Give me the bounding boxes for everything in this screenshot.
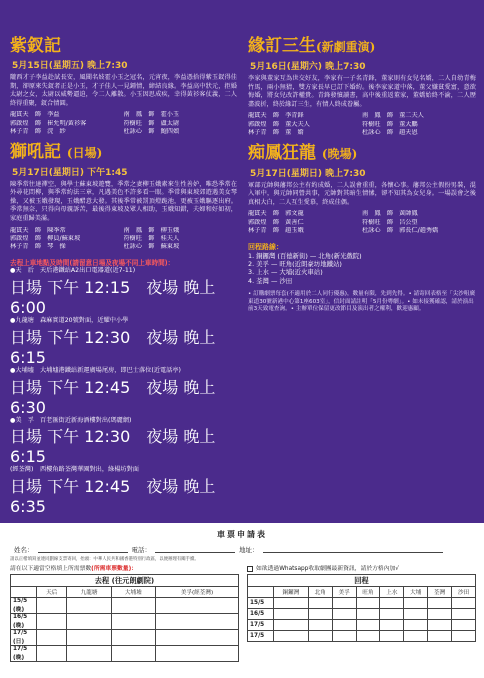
column-header: 北角	[308, 587, 332, 598]
cast-entry: 南 鳳 飾 黃帥鳳	[362, 210, 418, 218]
cast-entry: 龍貫天 飾 李益	[10, 111, 60, 119]
address-label: 地址：	[239, 546, 259, 554]
show-title: 痴鳳狂龍 (晚場)	[248, 142, 358, 163]
cast-entry: 杜詠心 飾 趙天恩	[362, 129, 418, 137]
ticket-cell[interactable]	[404, 598, 428, 609]
pickup-time: 日場 下午 12:15 夜場 晚上6:00	[10, 277, 216, 317]
return-route-heading: 回程路線：	[248, 242, 283, 251]
pickup-time: 日場 下午 12:45 夜場 晚上6:35	[10, 477, 216, 517]
route-item: 4. 荃灣 — 沙田	[248, 276, 293, 285]
pickup-address: 大埔墟港鐵站新運廣場尾房，即巴士落位(近電話亭)	[40, 366, 181, 374]
pickup-address: 森麻實道20號對面，近耀中小學	[40, 316, 129, 324]
pickup-time: 日場 下午 12:30 夜場 晚上6:15	[10, 427, 216, 467]
ticket-cell[interactable]	[308, 609, 332, 620]
ticket-cell[interactable]	[308, 620, 332, 631]
name-label: 姓名：	[14, 546, 34, 554]
column-header: 美孚	[332, 587, 356, 598]
column-header: 上水	[380, 587, 404, 598]
show-title: 緣訂三生(新劇重演)	[248, 36, 376, 56]
ticket-cell[interactable]	[452, 598, 476, 609]
blank-corner	[11, 587, 37, 598]
ticket-cell[interactable]	[155, 630, 238, 646]
show-date: 5月17日(星期日) 晚上7:30	[250, 168, 366, 179]
contact-fields	[14, 545, 484, 554]
show-date: 5月17日(星期日) 下午1:45	[12, 167, 128, 178]
ticket-cell[interactable]	[428, 609, 452, 620]
show-title: 獅吼記 (日場)	[10, 141, 103, 162]
cast-entry: 龍貫天 飾 陳季常	[10, 226, 66, 234]
ticket-cell[interactable]	[67, 614, 111, 630]
cast-entry: 符樹旺 飾 董大鵬	[362, 120, 418, 128]
ticket-cell[interactable]	[404, 609, 428, 620]
table-row	[11, 630, 239, 646]
outbound-table	[10, 574, 239, 662]
ticket-cell[interactable]	[380, 598, 404, 609]
show-block-3	[248, 36, 476, 138]
pickup-time: 日場 下午 12:45 夜場 晚上6:30	[10, 377, 216, 417]
pickup-name: ●天 后	[10, 266, 34, 274]
return-table	[247, 574, 476, 642]
cast-entry: 符樹旺 飾 盧太尉	[123, 119, 180, 127]
name-field[interactable]	[38, 545, 128, 553]
pickup-name: ●大埔墟	[10, 366, 34, 374]
ticket-cell[interactable]	[332, 631, 356, 642]
ticket-cell[interactable]	[380, 631, 404, 642]
column-header: 銅鑼灣	[274, 587, 309, 598]
ticket-cell[interactable]	[380, 620, 404, 631]
pickup-address: 百老匯街近新海酒樓對出(瑪麗網)	[40, 416, 132, 424]
cast-entry: 林子青 飾 趙玉娥	[248, 227, 304, 235]
cast-entry: 杜詠心 飾 蘇東坡	[123, 243, 180, 251]
phone-field[interactable]	[155, 545, 235, 553]
cast-entry: 南 鳳 飾 柳玉娥	[123, 226, 180, 234]
route-item: 2. 美孚 — 旺角(近朗豪坊地鐵站)	[248, 260, 342, 268]
row-date: 15/5 (晚)	[11, 598, 37, 614]
ticket-cell[interactable]	[428, 598, 452, 609]
route-item: 3. 上水 — 大埔(近火車站)	[248, 268, 323, 277]
ticket-cell[interactable]	[356, 598, 380, 609]
ticket-cell[interactable]	[155, 614, 238, 630]
phone-label: 電話：	[131, 546, 151, 554]
whatsapp-checkbox[interactable]	[247, 566, 253, 572]
row-date: 15/5	[248, 598, 274, 609]
ticket-cell[interactable]	[111, 614, 155, 630]
ticket-cell[interactable]	[274, 620, 309, 631]
cast-entry: 符樹旺 飾 呂公望	[362, 218, 418, 226]
show-block-1	[10, 36, 237, 137]
cast-entry: 郭啟煌 飾 黃善仁	[248, 218, 304, 226]
pickup-address: 西樓角路荃灣華園對出，綠楊坊對面	[40, 466, 139, 474]
table-row	[248, 631, 476, 642]
column-header: 沙田	[452, 587, 476, 598]
show-synopsis: 李家與董家互為世交好友，李家有一子名青鋒，董家則有女兒名嬌，二人自幼青梅竹馬，兩小無猜，雙方家長早已訂下婚約。後李家家道中落，董父嫌貧愛富，意欲悔婚，將女兒改許權貴。青鋒發憤讀書，高中後重返董家，董嬌始終不渝，二人歷盡波折，終於緣訂三生，有情人終成眷屬。	[248, 75, 476, 108]
ticket-cell[interactable]	[111, 598, 155, 614]
right-column	[248, 36, 476, 313]
show-synopsis: 陳季常往達禪空，與學士蘇東坡遊覽，季常之妻柳玉娥素來生性善妒，唯恐季常在外尋花問柳，與季常約法三章，凡遇美色不許多看一眼。季常與東坡郊遊遇美女琴操，又被玉娥發現，玉娥醋意大發。其後季常被罰頂燈跪池，更被玉娥驅逐出府。季常無奈，只得向母親訴苦，最後得東坡及眾人相助，玉娥知錯，夫婦和好如初，家庭重歸美滿。	[10, 180, 237, 222]
cast-entry: 郭啟煌 飾 崔允明/黃衫客	[10, 119, 87, 127]
ticket-cell[interactable]	[67, 630, 111, 646]
show-date: 5月16日(星期六) 晚上7:30	[250, 62, 366, 72]
show-synopsis: 隴西才子李益赴試長安，風聞名妓霍小玉之冠名，元宵夜，李益憑拾得紫玉釵得佳期，卻原來失釵者正是小玉，才子佳人一見鍾情，締結良緣。李益高中狀元，拒婚太尉之女，太尉以威勢逼迫，令二人離散。小玉因思成疾，幸得黃衫客仗義，二人終得重聚，釵合情圓。	[10, 74, 237, 107]
column-header: 大埔	[404, 587, 428, 598]
table-row	[11, 598, 239, 614]
outbound-table-wrap	[10, 563, 239, 662]
column-header: 天后	[37, 587, 67, 598]
ticket-application-form	[0, 523, 484, 678]
show-date: 5月15日(星期五) 晚上7:30	[12, 61, 128, 71]
cast-entry: 林子青 飾 董 嬌	[248, 129, 304, 137]
cast-entry: 符樹旺 飾 桂夫人	[123, 234, 180, 242]
ticket-cell[interactable]	[308, 631, 332, 642]
row-date: 17/5 (晚)	[11, 646, 37, 662]
left-column	[10, 36, 237, 516]
ticket-cell[interactable]	[274, 631, 309, 642]
cast-list	[248, 112, 476, 137]
ticket-cell[interactable]	[155, 598, 238, 614]
ticket-tables	[10, 563, 476, 662]
ticket-cell[interactable]	[37, 598, 67, 614]
table-row	[11, 646, 239, 662]
column-header: 九龍塘	[67, 587, 111, 598]
row-date: 17/5 (日)	[11, 630, 37, 646]
ticket-cell[interactable]	[37, 614, 67, 630]
return-header: 回程	[248, 575, 476, 587]
cast-list	[248, 210, 476, 235]
show-block-2	[10, 142, 237, 252]
ticket-cell[interactable]	[380, 609, 404, 620]
ticket-cell[interactable]	[332, 598, 356, 609]
cast-entry: 杜詠心 飾 鮑四娘	[123, 128, 180, 136]
cast-entry: 南 鳳 飾 董二夫人	[362, 112, 424, 120]
ticket-cell[interactable]	[356, 631, 380, 642]
cast-entry: 杜詠心 飾 郭長仁/趙秀嬌	[362, 227, 439, 235]
outbound-caption: 請在以下適當空格填上所需票數(所需車票數量)：	[10, 566, 138, 572]
blank-corner	[248, 587, 274, 598]
ticket-cell[interactable]	[37, 646, 67, 662]
ticket-cell[interactable]	[404, 620, 428, 631]
cast-entry: 龍貫天 飾 郭文龍	[248, 210, 304, 218]
table-row	[248, 620, 476, 631]
pickup-name: ●美 孚	[10, 416, 34, 424]
cast-entry: 南 鳳 飾 霍小玉	[123, 111, 180, 119]
cast-entry: 郭啟煌 飾 柳員/蘇東坡	[10, 234, 81, 242]
pickup-address: 天后港鐵站A2出口電器道(近7-11)	[40, 266, 136, 274]
outbound-header: 去程 (往元朗劇院)	[11, 575, 239, 587]
pickup-name: (經荃灣)	[10, 466, 34, 474]
ticket-cell[interactable]	[37, 630, 67, 646]
whatsapp-caption: 如欲透過Whatsapp收取劇團最新資訊，請於方格內加√	[247, 563, 476, 572]
cast-entry: 林子青 飾 浣 紗	[10, 128, 66, 136]
show-synopsis: 軍部元帥與藩邦公主有約成婚，二人誤會重重，各懷心事。藩邦公主假扮男裝，混入軍中，與元帥同營共事，元帥對其暗生情愫，卻不知其為女兒身。一場誤會之後真相大白，二人互生愛慕，終成佳偶。	[248, 181, 476, 206]
ticket-cell[interactable]	[356, 609, 380, 620]
return-route-list	[248, 252, 476, 286]
ticket-cell[interactable]	[428, 620, 452, 631]
form-title: 車票申請表	[217, 530, 267, 539]
column-header: 大埔墟	[111, 587, 155, 598]
pickup-name: ●九龍塘	[10, 316, 34, 324]
show-title: 紫釵記	[10, 36, 61, 56]
cast-list	[10, 227, 237, 252]
route-item: 1. 銅鑼灣 (百德新街) — 北角(新光戲院)	[248, 251, 362, 260]
return-table-wrap	[247, 563, 476, 662]
form-fineprint: 請以正楷填寫並連同劃線支票寄回，抬頭：中華人民共和國香港特別行政區，以便辦理有關手續。	[10, 557, 199, 562]
ticket-cell[interactable]	[67, 598, 111, 614]
cast-list	[10, 111, 237, 136]
address-field[interactable]	[263, 545, 443, 553]
cast-entry: 郭啟煌 飾 董大夫人	[248, 120, 310, 128]
row-date: 16/5	[248, 609, 274, 620]
table-row	[248, 609, 476, 620]
ticket-cell[interactable]	[111, 646, 155, 662]
table-row	[11, 614, 239, 630]
ticket-cell[interactable]	[428, 631, 452, 642]
row-date: 17/5	[248, 620, 274, 631]
table-row	[248, 598, 476, 609]
ticket-cell[interactable]	[67, 646, 111, 662]
ticket-cell[interactable]	[155, 646, 238, 662]
row-date: 16/5 (晚)	[11, 614, 37, 630]
ticket-cell[interactable]	[452, 631, 476, 642]
ticket-cell[interactable]	[356, 620, 380, 631]
cast-entry: 龍貫天 飾 李青鋒	[248, 112, 304, 120]
ticket-cell[interactable]	[111, 630, 155, 646]
ticket-cell[interactable]	[404, 631, 428, 642]
ticket-cell[interactable]	[332, 620, 356, 631]
ticket-cell[interactable]	[452, 620, 476, 631]
pickup-heading: 去程上車地點及時間(請留意日場及夜場不同上車時間)：	[10, 258, 175, 267]
ticket-cell[interactable]	[308, 598, 332, 609]
ticket-cell[interactable]	[332, 609, 356, 620]
show-block-4	[248, 143, 476, 236]
cast-entry: 林子青 飾 琴 操	[10, 243, 66, 251]
column-header: 美孚(經荃灣)	[155, 587, 238, 598]
notes-text: • 訂購劇票每套(不適用於二人同行優惠)，數量有限，先到先得。• 請寄回表格至「尖沙咀廣東道30號新港中心第1座603室」，信封面請註明「5月份粵劇」。• 如未接獲確認，請於演出前3天致電查詢。• 主辦單位保留更改節目及演出者之權利，歡迎惠顧。	[248, 291, 476, 313]
ticket-cell[interactable]	[274, 598, 309, 609]
column-header: 荃灣	[428, 587, 452, 598]
ticket-cell[interactable]	[274, 609, 309, 620]
pickup-time: 日場 下午 12:30 夜場 晚上6:15	[10, 327, 216, 367]
pickup-list	[10, 267, 237, 517]
row-date: 17/5	[248, 631, 274, 642]
ticket-cell[interactable]	[452, 609, 476, 620]
column-header: 旺角	[356, 587, 380, 598]
